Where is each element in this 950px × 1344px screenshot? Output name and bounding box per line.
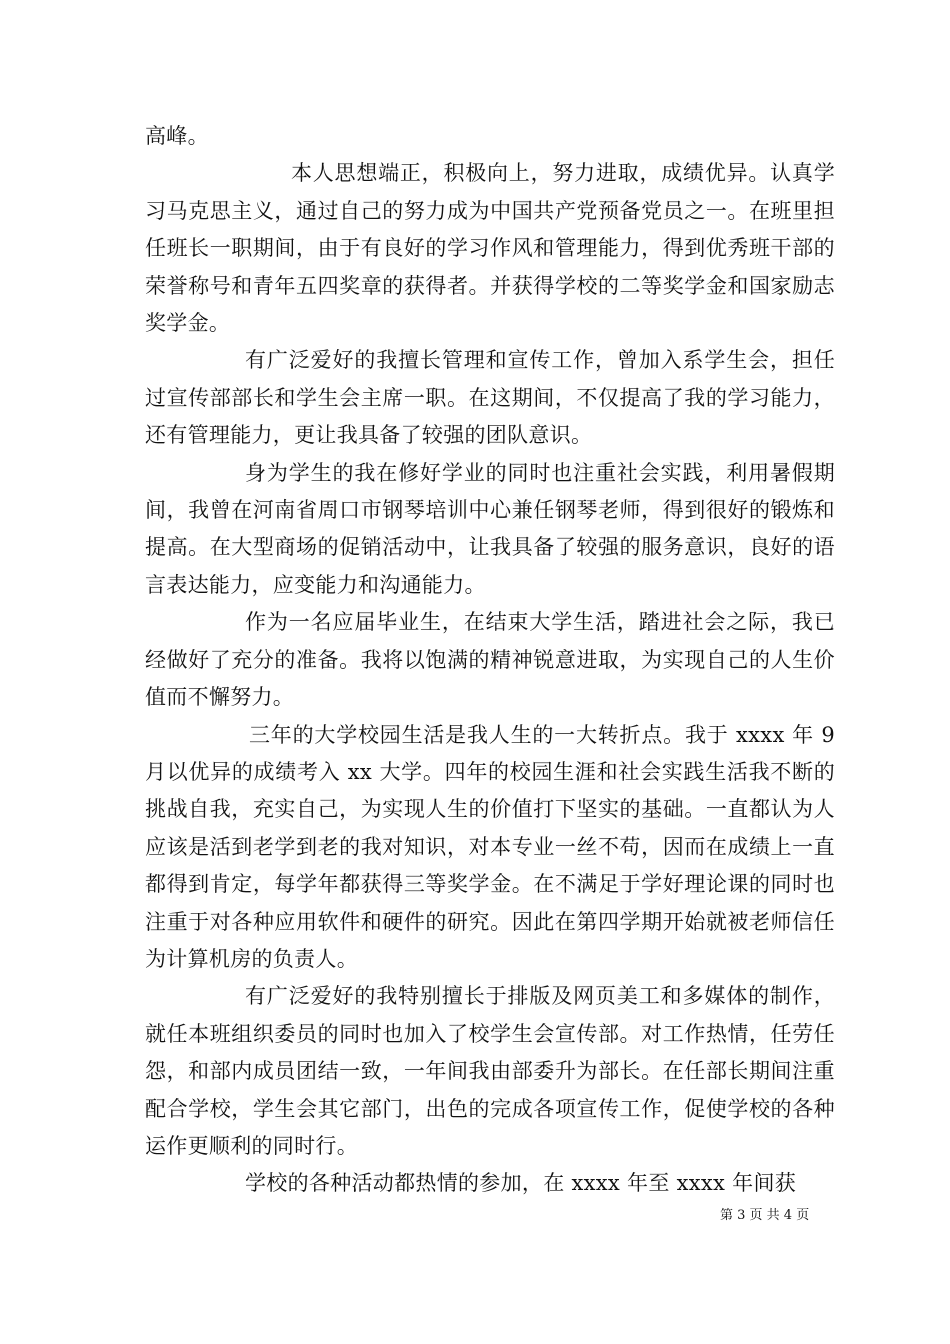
paragraph-5: 作为一名应届毕业生，在结束大学生活，踏进社会之际，我已经做好了充分的准备。我将以饱满的精神锐意进取，为实现自己的人生价值而不懈努力。 xyxy=(145,610,835,710)
paragraph-3: 有广泛爱好的我擅长管理和宣传工作，曾加入系学生会，担任过宣传部部长和学生会主席一职。在这期间，不仅提高了我的学习能力，还有管理能力，更让我具备了较强的团队意识。 xyxy=(145,348,835,448)
paragraph-2: 本人思想端正，积极向上，努力进取，成绩优异。认真学习马克思主义，通过自己的努力成为中国共产党预备党员之一。在班里担任班长一职期间，由于有良好的学习作风和管理能力，得到优秀班干部的荣誉称号和青年五四奖章的获得者。并获得学校的二等奖学金和国家励志奖学金。 xyxy=(145,161,835,336)
document-body xyxy=(145,118,835,1203)
page-number-footer: 第 3 页 共 4 页 xyxy=(720,1208,810,1223)
paragraph-6: 三年的大学校园生活是我人生的一大转折点。我于 xxxx 年 9 月以优异的成绩考入 xx 大学。四年的校园生涯和社会实践生活我不断的挑战自我，充实自己，为实现人生的价值打下坚实的基础。一直都认为人应该是活到老学到老的我对知识，对本专业一丝不苟，因而在成绩上一直都得到肯定，每学年都获得三等奖学金。在不满足于学好理论课的同时也注重于对各种应用软件和硬件的研究。因此在第四学期开始就被老师信任为计算机房的负责人。 xyxy=(145,722,835,971)
paragraph-1: 高峰。 xyxy=(145,124,209,148)
paragraph-7: 有广泛爱好的我特别擅长于排版及网页美工和多媒体的制作，就任本班组织委员的同时也加入了校学生会宣传部。对工作热情，任劳任怨，和部内成员团结一致，一年间我由部委升为部长。在任部长期间注重配合学校，学生会其它部门，出色的完成各项宣传工作，促使学校的各种运作更顺利的同时行。 xyxy=(145,984,835,1158)
paragraph-4: 身为学生的我在修好学业的同时也注重社会实践，利用暑假期间，我曾在河南省周口市钢琴培训中心兼任钢琴老师，得到很好的锻炼和提高。在大型商场的促销活动中，让我具备了较强的服务意识，良好的语言表达能力，应变能力和沟通能力。 xyxy=(145,460,835,597)
paragraph-8: 学校的各种活动都热情的参加，在 xxxx 年至 xxxx 年间获 xyxy=(245,1171,797,1196)
